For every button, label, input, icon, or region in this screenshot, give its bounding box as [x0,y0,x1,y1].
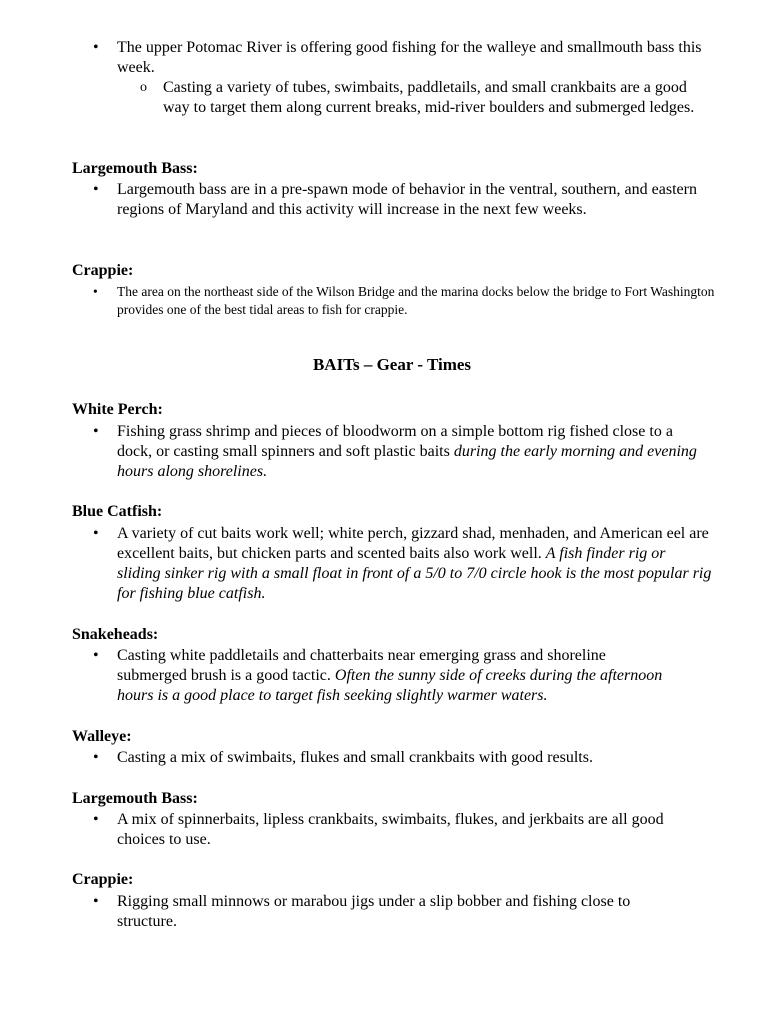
white-perch-bullet-text: Fishing grass shrimp and pieces of bloodworm on a simple bottom rig fished close to a dock, or casting small spinners and soft plastic baits [117,423,673,460]
blue-catfish-bullet [117,524,713,604]
sub-bullet-glyph: o [140,80,147,95]
largemouth-bass-heading: Largemouth Bass: [72,160,198,177]
bullet-glyph: • [93,811,99,828]
snakeheads-bullet-text: Casting white paddletails and chatterbaits near emerging grass and shoreline submerged brush is a good tactic. [117,647,606,684]
walleye-bullet-text: Casting a mix of swimbaits, flukes and small crankbaits with good results. [117,749,593,766]
bullet-glyph: • [93,423,99,440]
blue-catfish-bullet-italic: A fish finder rig or sliding sinker rig with a small float in front of a 5/0 to 7/0 circle hook is the most popular rig for fishing blue catfish. [117,545,712,602]
blue-catfish-heading: Blue Catfish: [72,503,163,520]
bullet-glyph: • [93,181,99,198]
intro-bullet-text: The upper Potomac River is offering good fishing for the walleye and smallmouth bass this week. [117,39,702,76]
section-title: BAITs – Gear - Times [312,355,472,374]
crappie-heading: Crappie: [72,262,134,279]
largemouth-bass-bullet-text: Largemouth bass are in a pre-spawn mode of behavior in the ventral, southern, and eastern regions of Maryland and this activity will increase in the next few weeks. [117,181,697,218]
crappie-gear-heading: Crappie: [72,871,134,888]
largemouth-bass-gear-heading: Largemouth Bass: [72,790,198,807]
bullet-glyph: • [93,647,99,664]
walleye-heading: Walleye: [72,728,132,745]
intro-sub-bullet-text: Casting a variety of tubes, swimbaits, paddletails, and small crankbaits are a good way to target them along current breaks, mid-river boulders and submerged ledges. [163,79,695,116]
white-perch-bullet [117,422,701,482]
bullet-glyph: • [93,525,99,542]
snakeheads-heading: Snakeheads: [72,626,159,643]
snakeheads-bullet-italic: Often the sunny side of creeks during the afternoon hours is a good place to target fish seeking slightly warmer waters. [117,667,663,704]
crappie-gear-bullet-text: Rigging small minnows or marabou jigs under a slip bobber and fishing close to structure. [117,893,631,930]
blue-catfish-bullet-text: A variety of cut baits work well; white perch, gizzard shad, menhaden, and American eel are excellent baits, but chicken parts and scented baits also work well. [117,525,709,562]
bullet-glyph: • [93,749,99,766]
bullet-glyph: • [93,893,99,910]
crappie-bullet-text: The area on the northeast side of the Wilson Bridge and the marina docks below the bridge to Fort Washington provides one of the best tidal areas to fish for crappie. [117,284,715,317]
bullet-glyph: • [93,284,98,299]
largemouth-bass-gear-bullet-text: A mix of spinnerbaits, lipless crankbaits, swimbaits, flukes, and jerkbaits are all good choices to use. [117,811,664,848]
bullet-glyph: • [93,39,99,56]
white-perch-heading: White Perch: [72,401,163,418]
white-perch-bullet-italic: during the early morning and evening hours along shorelines. [117,443,697,480]
snakeheads-bullet [117,646,677,706]
